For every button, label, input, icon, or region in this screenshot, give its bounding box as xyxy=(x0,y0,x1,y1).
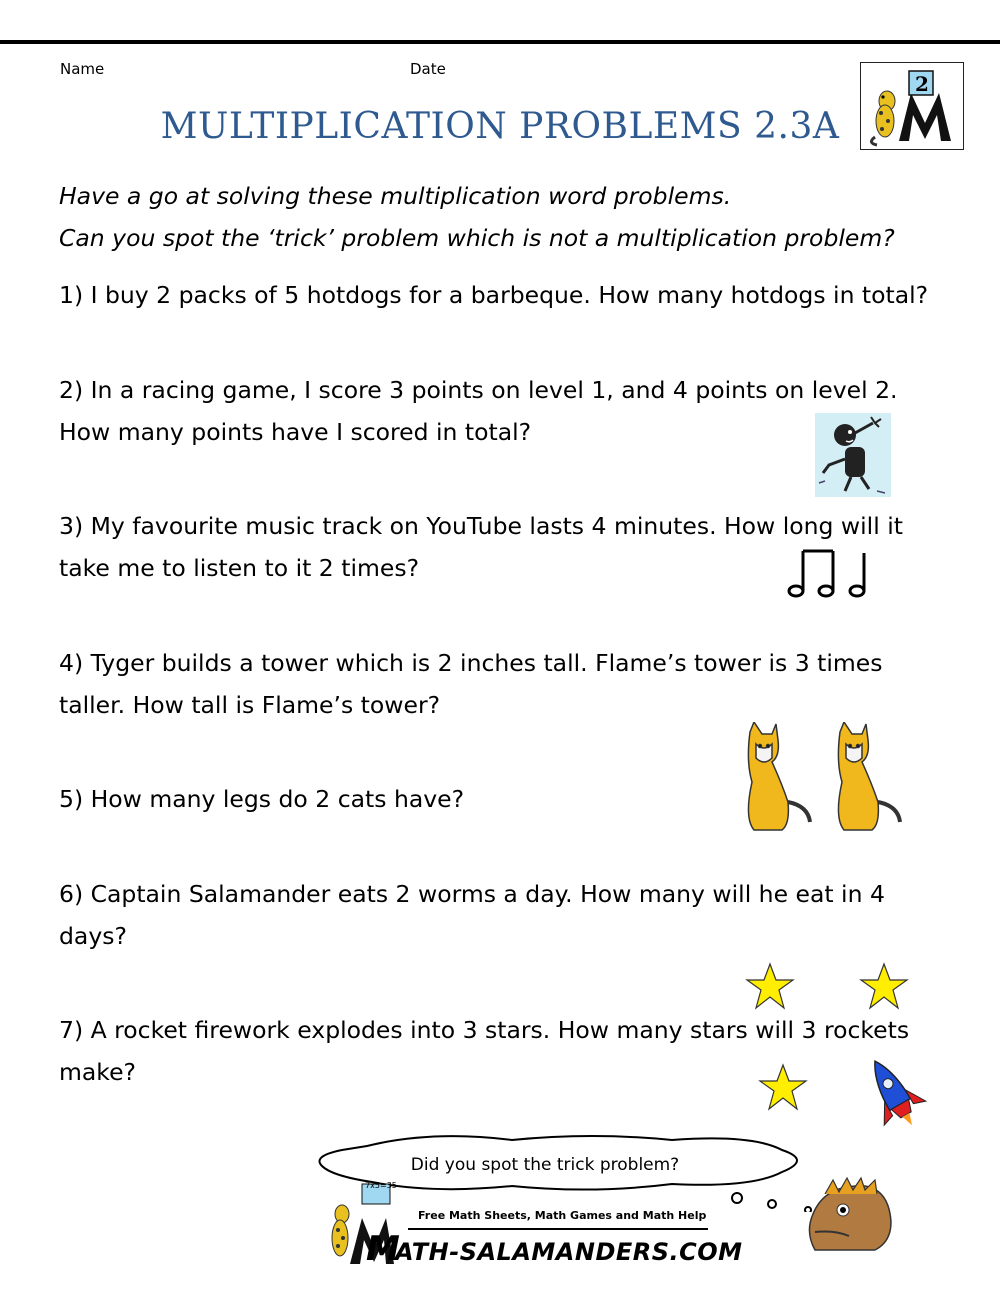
salamander-head-icon xyxy=(805,1172,895,1256)
name-label: Name xyxy=(60,60,105,78)
salamander-logo-icon xyxy=(861,63,963,149)
level-logo xyxy=(860,62,964,150)
page-title: MULTIPLICATION PROBLEMS 2.3A xyxy=(160,106,840,147)
intro-line-1: Have a go at solving these multiplication word problems. xyxy=(59,182,732,210)
footer-brand-initial: M xyxy=(366,1229,400,1269)
question-1: 1) I buy 2 packs of 5 hotdogs for a barbeque. How many hotdogs in total? xyxy=(59,281,929,309)
footer-tagline: Free Math Sheets, Math Games and Math Help xyxy=(418,1209,707,1222)
question-6: 6) Captain Salamander eats 2 worms a day. How many will he eat in 4 days? xyxy=(59,880,885,950)
star-icon xyxy=(758,1063,808,1113)
question-7: 7) A rocket firework explodes into 3 stars. How many stars will 3 rockets make? xyxy=(59,1016,910,1086)
question-5: 5) How many legs do 2 cats have? xyxy=(59,785,465,813)
question-3: 3) My favourite music track on YouTube lasts 4 minutes. How long will it take me to listen to it 2 times? xyxy=(59,512,903,582)
racer-figure-icon xyxy=(815,413,891,497)
question-4: 4) Tyger builds a tower which is 2 inches tall. Flame’s tower is 3 times taller. How tall is Flame’s tower? xyxy=(59,649,883,719)
top-rule xyxy=(0,40,1000,44)
thought-bubble-text: Did you spot the trick problem? xyxy=(410,1155,680,1175)
rocket-icon xyxy=(858,1055,938,1147)
intro-line-2: Can you spot the ‘trick’ problem which is not a multiplication problem? xyxy=(59,224,895,252)
question-2: 2) In a racing game, I score 3 points on level 1, and 4 points on level 2. How many points have I scored in total? xyxy=(59,376,898,446)
footer-divider xyxy=(408,1228,708,1230)
level-number: 2 xyxy=(915,72,929,96)
stars-pair-icon xyxy=(745,962,911,1012)
intro-text xyxy=(59,175,895,259)
two-cats-icon xyxy=(742,722,904,834)
date-label: Date xyxy=(410,60,446,78)
footer-sign-text: 7x5=35 xyxy=(365,1181,397,1190)
footer-brand: ATH-SALAMANDERS.COM xyxy=(395,1238,743,1266)
music-notes-icon xyxy=(785,545,875,601)
